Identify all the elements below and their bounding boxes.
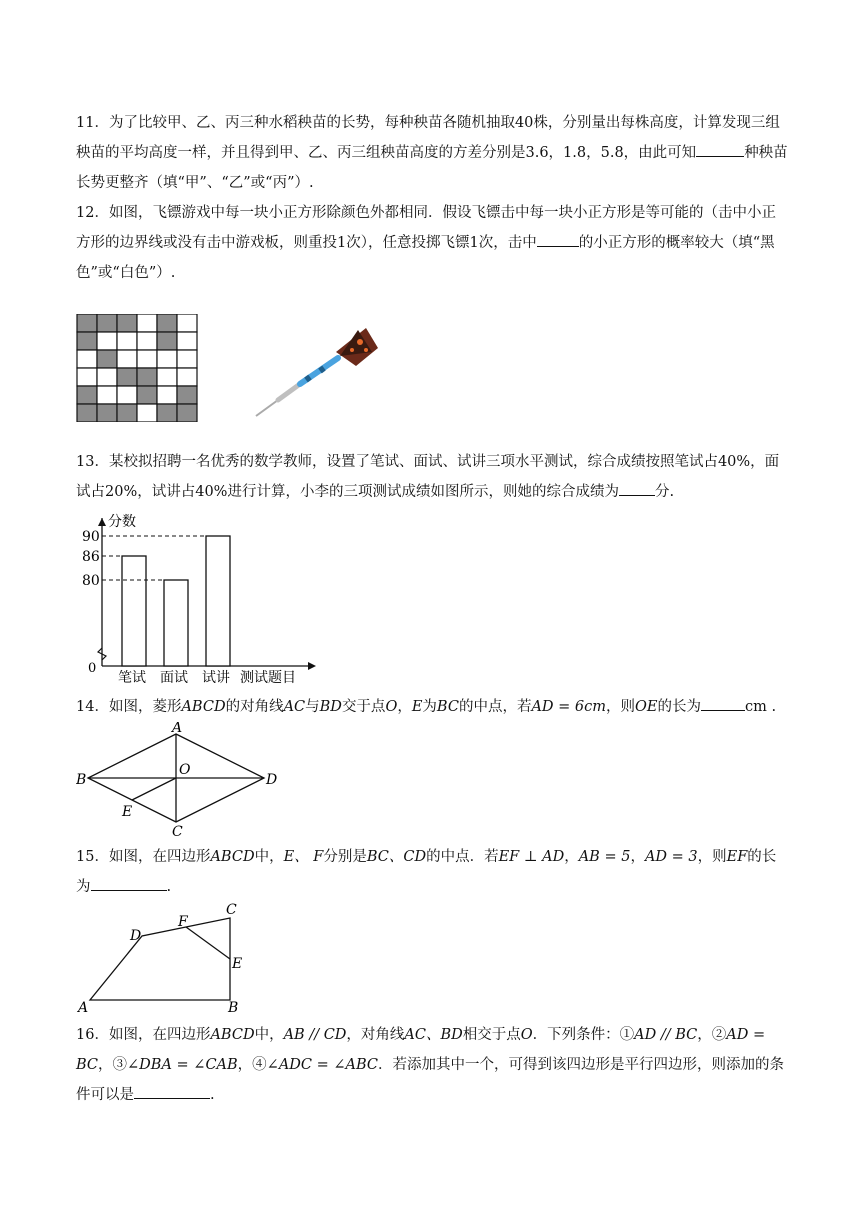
- grid-square: [117, 386, 137, 404]
- question-text: 种秧苗长势更整齐（填“甲”、“乙”或“丙”）.: [76, 145, 788, 191]
- math-term: ∠DBA = ∠CAB: [127, 1057, 238, 1073]
- grid-square: [97, 350, 117, 368]
- question-text: 某校拟招聘一名优秀的数学教师，设置了笔试、面试、试讲三项水平测试，综合成绩按照笔试占40%，面试占20%，试讲占40%进行计算，小李的三项测试成绩如图所示，则她的综合成绩为: [76, 454, 780, 500]
- point-label-e: E: [122, 804, 133, 820]
- question-number: 11．: [76, 115, 109, 131]
- point-label-e: E: [232, 956, 243, 972]
- grid-square: [177, 368, 197, 386]
- question-text: 如图，在四边形: [108, 1027, 211, 1043]
- question-text: 的中点，若: [458, 699, 532, 715]
- question-text: 的小正方形的概率较大（填“黑色”或“白色”）.: [76, 235, 775, 281]
- x-tick-label: 面试: [160, 670, 188, 686]
- point-label-d: D: [130, 928, 142, 944]
- question-text: ．若添加其中一个，可得到该四边形是平行四边形，则添加的条件可以是: [76, 1057, 785, 1103]
- question-text: 的长为: [657, 699, 701, 715]
- answer-blank[interactable]: [134, 1080, 210, 1099]
- question-text: ，②: [697, 1027, 727, 1043]
- question-text: ，对角线: [346, 1027, 405, 1043]
- grid-square: [137, 314, 157, 332]
- grid-square: [77, 386, 97, 404]
- grid-square: [137, 404, 157, 422]
- math-term: EF: [726, 849, 748, 865]
- y-tick-label: 90: [82, 529, 100, 545]
- bar: [164, 580, 188, 666]
- question-text: 中，: [254, 1027, 284, 1043]
- question-12: [76, 198, 788, 288]
- grid-square: [177, 314, 197, 332]
- grid-square: [77, 404, 97, 422]
- y-axis-label: 分数: [108, 514, 136, 530]
- question-text: 与: [305, 699, 320, 715]
- grid-square: [137, 368, 157, 386]
- grid-square: [117, 404, 137, 422]
- dart-icon: [248, 322, 388, 422]
- question-text: 的长为: [76, 849, 777, 895]
- question-16: [76, 1020, 788, 1110]
- question-number: 15．: [76, 849, 109, 865]
- math-term: BC、CD: [366, 849, 427, 865]
- grid-square: [157, 368, 177, 386]
- math-term: O: [385, 699, 398, 715]
- point-label-c: C: [226, 902, 237, 918]
- math-term: AC、BD: [404, 1027, 463, 1043]
- answer-blank[interactable]: [619, 477, 655, 496]
- grid-square: [97, 368, 117, 386]
- bar: [206, 536, 230, 666]
- grid-square: [157, 332, 177, 350]
- grid-square: [77, 314, 97, 332]
- question-text: 如图，菱形: [108, 699, 182, 715]
- question-text: 的对角线: [225, 699, 284, 715]
- grid-square: [137, 386, 157, 404]
- grid-square: [77, 350, 97, 368]
- math-term: ABCD: [210, 1027, 255, 1043]
- question-text: ，: [564, 849, 579, 865]
- point-label-c: C: [172, 824, 183, 840]
- question-text: 相交于点: [462, 1027, 521, 1043]
- answer-blank[interactable]: [696, 138, 744, 157]
- question-text: .: [166, 879, 172, 895]
- point-label-d: D: [266, 772, 278, 788]
- grid-square: [117, 332, 137, 350]
- x-tick-label: 笔试: [118, 670, 146, 686]
- question-text: ，③: [98, 1057, 128, 1073]
- grid-square: [157, 350, 177, 368]
- x-tick-label: 试讲: [202, 670, 230, 686]
- question-text: 分.: [654, 484, 675, 500]
- question-text: 为: [422, 699, 437, 715]
- answer-blank[interactable]: [701, 692, 745, 711]
- question-text: ，④: [237, 1057, 267, 1073]
- math-term: E、 F: [283, 849, 324, 865]
- math-term: ∠ADC = ∠ABC: [266, 1057, 379, 1073]
- dart-board-grid: [76, 314, 198, 422]
- bar: [122, 556, 146, 666]
- math-term: EF ⊥ AD: [498, 849, 565, 865]
- question-number: 13．: [76, 454, 109, 470]
- question-text: 分别是: [323, 849, 367, 865]
- math-term: AC: [283, 699, 306, 715]
- grid-square: [157, 386, 177, 404]
- math-term: AD // BC: [634, 1027, 698, 1043]
- grid-square: [177, 386, 197, 404]
- y-tick-label: 86: [82, 549, 100, 565]
- math-term: AB // CD: [283, 1027, 347, 1043]
- point-label-a: A: [172, 722, 183, 736]
- math-term: AD = 3: [644, 849, 698, 865]
- question-text: ，则: [606, 699, 636, 715]
- math-term: ABCD: [181, 699, 226, 715]
- x-axis-arrow-icon: [308, 662, 316, 670]
- grid-square: [97, 386, 117, 404]
- y-tick-label: 80: [82, 573, 100, 589]
- answer-blank[interactable]: [91, 872, 167, 891]
- math-term: AD = BC: [76, 1027, 766, 1073]
- point-label-o: O: [179, 762, 191, 778]
- grid-square: [177, 404, 197, 422]
- question-text: ，则: [697, 849, 727, 865]
- y-tick-label: 0: [88, 661, 97, 676]
- point-label-b: B: [228, 1000, 239, 1016]
- question-number: 14．: [76, 699, 109, 715]
- unit-text: cm .: [745, 699, 777, 715]
- question-14: [76, 692, 788, 722]
- grid-square: [97, 332, 117, 350]
- question-text: 中，: [254, 849, 284, 865]
- point-label-a: A: [78, 1000, 89, 1016]
- point-label-b: B: [76, 772, 87, 788]
- math-term: BC: [436, 699, 459, 715]
- grid-square: [157, 314, 177, 332]
- question-11: [76, 108, 788, 198]
- math-term: ABCD: [210, 849, 255, 865]
- rhombus-figure: [76, 722, 286, 840]
- question-text: 的中点．若: [426, 849, 499, 865]
- math-term: BD: [319, 699, 342, 715]
- grid-square: [137, 332, 157, 350]
- grid-square: [117, 350, 137, 368]
- math-term: O: [520, 1027, 533, 1043]
- question-text: .: [210, 1087, 215, 1103]
- grid-square: [157, 404, 177, 422]
- question-13: [76, 447, 788, 507]
- question-15: [76, 842, 788, 902]
- question-text: 如图，飞镖游戏中每一块小正方形除颜色外都相同．假设飞镖击中每一块小正方形是等可能的（击中小正方形的边界线或没有击中游戏板，则重投1次），任意投掷飞镖1次，击中: [76, 205, 776, 251]
- grid-square: [117, 368, 137, 386]
- grid-square: [177, 350, 197, 368]
- math-term: OE: [635, 699, 658, 715]
- grid-square: [117, 314, 137, 332]
- question-number: 16．: [76, 1027, 109, 1043]
- question-text: 如图，在四边形: [108, 849, 211, 865]
- grid-square: [177, 332, 197, 350]
- question-number: 12．: [76, 205, 109, 221]
- grid-square: [137, 350, 157, 368]
- question-text: ，: [397, 699, 412, 715]
- grid-square: [77, 332, 97, 350]
- math-term: AD = 6cm: [531, 699, 607, 715]
- score-bar-chart: [80, 508, 320, 688]
- question-text: 交于点: [341, 699, 386, 715]
- question-text: ，: [630, 849, 645, 865]
- x-axis-label: 测试题目: [240, 670, 296, 686]
- question-text: 为了比较甲、乙、丙三种水稻秧苗的长势，每种秧苗各随机抽取40株，分别量出每株高度，计算发现三组秧苗的平均高度一样，并且得到甲、乙、丙三组秧苗高度的方差分别是3.6，1.8，5.8，由此可知: [76, 115, 780, 161]
- question-text: ．下列条件：①: [532, 1027, 635, 1043]
- point-label-f: F: [178, 914, 188, 930]
- math-term: AB = 5: [578, 849, 631, 865]
- grid-square: [77, 368, 97, 386]
- y-axis-arrow-icon: [98, 518, 106, 526]
- grid-square: [97, 314, 117, 332]
- quadrilateral-figure: [76, 900, 266, 1018]
- math-term: E: [411, 699, 423, 715]
- grid-square: [97, 404, 117, 422]
- answer-blank[interactable]: [537, 228, 579, 247]
